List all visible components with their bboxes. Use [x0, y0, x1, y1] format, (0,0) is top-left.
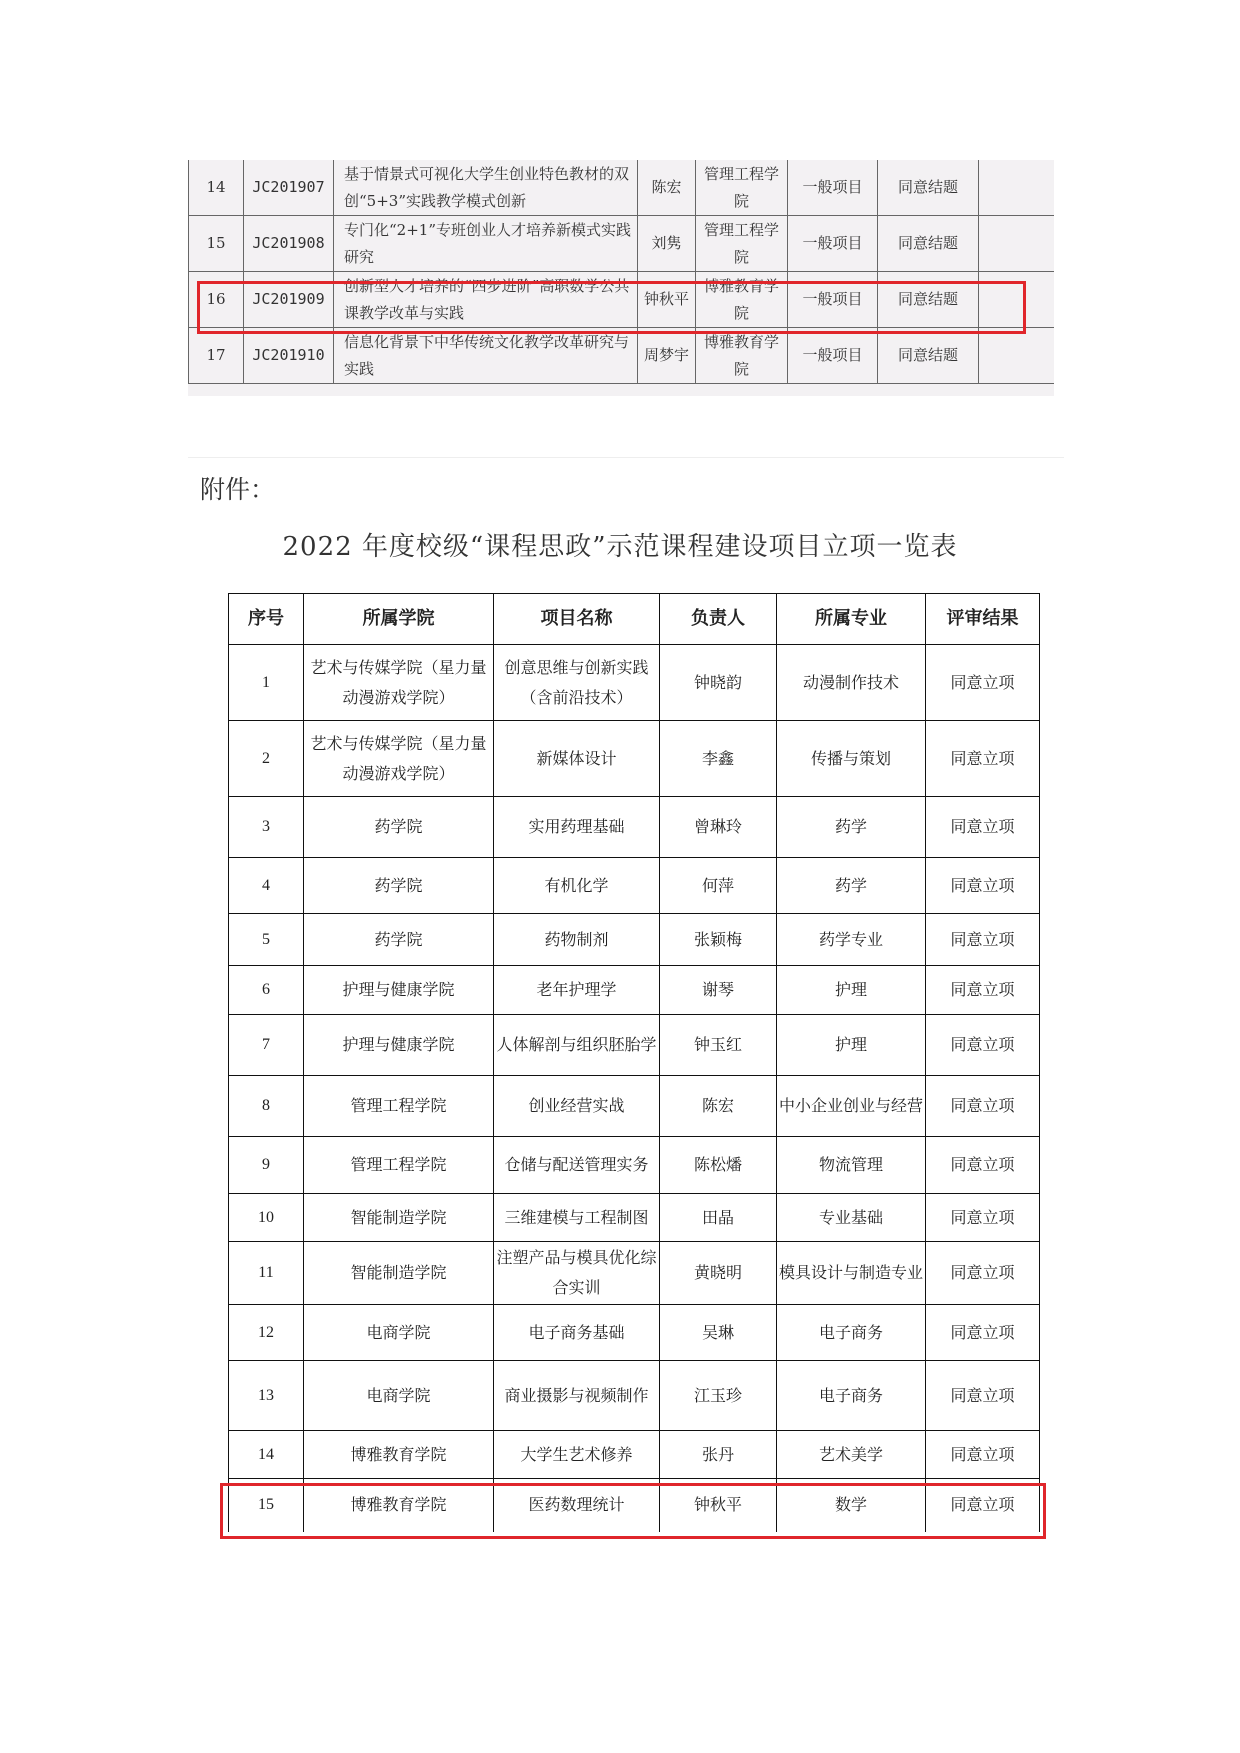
snippet-cell-result: 同意结题 — [878, 216, 979, 272]
snippet-cell-result: 同意结题 — [878, 328, 979, 384]
snippet-cell-leader: 钟秋平 — [638, 272, 696, 328]
cell-no: 6 — [229, 966, 304, 1015]
snippet-cell-blank — [979, 216, 1055, 272]
cell-project: 药物制剂 — [494, 914, 660, 966]
cell-major: 专业基础 — [777, 1194, 926, 1242]
cell-result: 同意立项 — [926, 1194, 1040, 1242]
cell-project: 老年护理学 — [494, 966, 660, 1015]
cell-leader: 陈松燔 — [660, 1137, 777, 1194]
cell-major: 数学 — [777, 1479, 926, 1532]
cell-leader: 吴琳 — [660, 1305, 777, 1361]
cell-no: 10 — [229, 1194, 304, 1242]
snippet-highlight-box — [197, 281, 1026, 334]
table-row — [229, 1194, 1040, 1242]
cell-college: 艺术与传媒学院（星力量动漫游戏学院） — [304, 645, 494, 721]
cell-project: 新媒体设计 — [494, 721, 660, 797]
scanned-table-snippet — [188, 160, 1054, 396]
cell-college: 药学院 — [304, 858, 494, 914]
table-row — [229, 1242, 1040, 1305]
cell-leader: 张颖梅 — [660, 914, 777, 966]
cell-project: 仓储与配送管理实务 — [494, 1137, 660, 1194]
cell-college: 艺术与传媒学院（星力量动漫游戏学院） — [304, 721, 494, 797]
cell-no: 8 — [229, 1076, 304, 1137]
snippet-cell-code: JC201908 — [244, 216, 334, 272]
table-row — [229, 797, 1040, 858]
table-row — [229, 1015, 1040, 1076]
cell-leader: 田晶 — [660, 1194, 777, 1242]
table-row — [229, 1076, 1040, 1137]
snippet-cell-no: 17 — [189, 328, 244, 384]
snippet-cell-code: JC201910 — [244, 328, 334, 384]
cell-college: 智能制造学院 — [304, 1242, 494, 1305]
cell-college: 电商学院 — [304, 1305, 494, 1361]
attachment-label: 附件： — [200, 475, 276, 504]
header-leader: 负责人 — [660, 594, 777, 645]
snippet-cell-name: 基于情景式可视化大学生创业特色教材的双创“5+3”实践教学模式创新 — [334, 160, 638, 216]
document-title: 2022 年度校级“课程思政”示范课程建设项目立项一览表 — [282, 532, 958, 562]
header-major: 所属专业 — [777, 594, 926, 645]
table-row — [229, 1137, 1040, 1194]
table-row — [229, 1431, 1040, 1479]
snippet-row — [189, 160, 1055, 216]
cell-leader: 李鑫 — [660, 721, 777, 797]
header-result: 评审结果 — [926, 594, 1040, 645]
cell-result: 同意立项 — [926, 914, 1040, 966]
cell-no: 11 — [229, 1242, 304, 1305]
cell-result: 同意立项 — [926, 721, 1040, 797]
table-row — [229, 914, 1040, 966]
cell-leader: 钟晓韵 — [660, 645, 777, 721]
cell-major: 电子商务 — [777, 1361, 926, 1431]
table-header-row — [229, 594, 1040, 645]
cell-college: 药学院 — [304, 914, 494, 966]
snippet-cell-name: 创新型人才培养的“四步进阶”高职数学公共课教学改革与实践 — [334, 272, 638, 328]
cell-no: 1 — [229, 645, 304, 721]
cell-major: 传播与策划 — [777, 721, 926, 797]
cell-no: 13 — [229, 1361, 304, 1431]
cell-leader: 钟玉红 — [660, 1015, 777, 1076]
cell-no: 4 — [229, 858, 304, 914]
snippet-row — [189, 328, 1055, 384]
cell-major: 护理 — [777, 966, 926, 1015]
table-row — [229, 721, 1040, 797]
cell-project: 人体解剖与组织胚胎学 — [494, 1015, 660, 1076]
cell-project: 注塑产品与模具优化综合实训 — [494, 1242, 660, 1305]
cell-no: 12 — [229, 1305, 304, 1361]
cell-project: 创意思维与创新实践（含前沿技术） — [494, 645, 660, 721]
cell-no: 7 — [229, 1015, 304, 1076]
snippet-cell-code: JC201909 — [244, 272, 334, 328]
cell-result: 同意立项 — [926, 858, 1040, 914]
cell-project: 有机化学 — [494, 858, 660, 914]
cell-major: 模具设计与制造专业 — [777, 1242, 926, 1305]
snippet-cell-no: 16 — [189, 272, 244, 328]
snippet-cell-dept: 博雅教育学院 — [696, 328, 788, 384]
snippet-cell-code: JC201907 — [244, 160, 334, 216]
cell-project: 电子商务基础 — [494, 1305, 660, 1361]
cell-no: 3 — [229, 797, 304, 858]
cell-leader: 陈宏 — [660, 1076, 777, 1137]
cell-project: 三维建模与工程制图 — [494, 1194, 660, 1242]
table-row — [229, 645, 1040, 721]
cell-result: 同意立项 — [926, 1361, 1040, 1431]
cell-no: 14 — [229, 1431, 304, 1479]
snippet-cell-name: 专门化“2+1”专班创业人才培养新模式实践研究 — [334, 216, 638, 272]
divider — [188, 457, 1064, 458]
cell-result: 同意立项 — [926, 797, 1040, 858]
snippet-cell-result: 同意结题 — [878, 272, 979, 328]
cell-project: 大学生艺术修养 — [494, 1431, 660, 1479]
snippet-cell-leader: 刘隽 — [638, 216, 696, 272]
cell-college: 博雅教育学院 — [304, 1431, 494, 1479]
snippet-cell-type: 一般项目 — [788, 160, 878, 216]
cell-college: 电商学院 — [304, 1361, 494, 1431]
cell-result: 同意立项 — [926, 1479, 1040, 1532]
cell-major: 中小企业创业与经营 — [777, 1076, 926, 1137]
cell-major: 物流管理 — [777, 1137, 926, 1194]
cell-project: 实用药理基础 — [494, 797, 660, 858]
cell-leader: 张丹 — [660, 1431, 777, 1479]
cell-result: 同意立项 — [926, 645, 1040, 721]
snippet-cell-name: 信息化背景下中华传统文化教学改革研究与实践 — [334, 328, 638, 384]
snippet-cell-dept: 管理工程学院 — [696, 216, 788, 272]
cell-college: 智能制造学院 — [304, 1194, 494, 1242]
snippet-cell-type: 一般项目 — [788, 328, 878, 384]
cell-major: 护理 — [777, 1015, 926, 1076]
snippet-cell-result: 同意结题 — [878, 160, 979, 216]
table-row — [229, 858, 1040, 914]
table-row — [229, 1361, 1040, 1431]
cell-project: 创业经营实战 — [494, 1076, 660, 1137]
cell-no: 5 — [229, 914, 304, 966]
cell-college: 管理工程学院 — [304, 1076, 494, 1137]
cell-major: 药学 — [777, 858, 926, 914]
cell-result: 同意立项 — [926, 1076, 1040, 1137]
cell-no: 9 — [229, 1137, 304, 1194]
snippet-cell-dept: 博雅教育学院 — [696, 272, 788, 328]
cell-leader: 钟秋平 — [660, 1479, 777, 1532]
cell-result: 同意立项 — [926, 1305, 1040, 1361]
snippet-cell-blank — [979, 160, 1055, 216]
snippet-cell-no: 14 — [189, 160, 244, 216]
header-project: 项目名称 — [494, 594, 660, 645]
main-highlight-box — [220, 1483, 1046, 1539]
cell-leader: 谢琴 — [660, 966, 777, 1015]
cell-result: 同意立项 — [926, 1431, 1040, 1479]
snippet-cell-blank — [979, 328, 1055, 384]
cell-result: 同意立项 — [926, 1242, 1040, 1305]
snippet-row — [189, 216, 1055, 272]
table-row — [229, 1305, 1040, 1361]
cell-project: 商业摄影与视频制作 — [494, 1361, 660, 1431]
cell-leader: 曾琳玲 — [660, 797, 777, 858]
cell-major: 艺术美学 — [777, 1431, 926, 1479]
cell-leader: 江玉珍 — [660, 1361, 777, 1431]
snippet-cell-type: 一般项目 — [788, 216, 878, 272]
cell-college: 管理工程学院 — [304, 1137, 494, 1194]
cell-result: 同意立项 — [926, 1015, 1040, 1076]
cell-college: 药学院 — [304, 797, 494, 858]
table-row — [229, 966, 1040, 1015]
cell-result: 同意立项 — [926, 966, 1040, 1015]
closure-table — [188, 160, 1054, 384]
project-list-table — [228, 593, 1040, 1532]
cell-college: 护理与健康学院 — [304, 966, 494, 1015]
header-no: 序号 — [229, 594, 304, 645]
header-college: 所属学院 — [304, 594, 494, 645]
snippet-cell-no: 15 — [189, 216, 244, 272]
snippet-cell-dept: 管理工程学院 — [696, 160, 788, 216]
snippet-cell-leader: 周梦宇 — [638, 328, 696, 384]
cell-leader: 何萍 — [660, 858, 777, 914]
cell-result: 同意立项 — [926, 1137, 1040, 1194]
cell-no: 15 — [229, 1479, 304, 1532]
cell-major: 药学 — [777, 797, 926, 858]
cell-college: 护理与健康学院 — [304, 1015, 494, 1076]
cell-leader: 黄晓明 — [660, 1242, 777, 1305]
cell-project: 医药数理统计 — [494, 1479, 660, 1532]
snippet-cell-leader: 陈宏 — [638, 160, 696, 216]
snippet-cell-type: 一般项目 — [788, 272, 878, 328]
cell-college: 博雅教育学院 — [304, 1479, 494, 1532]
cell-major: 药学专业 — [777, 914, 926, 966]
cell-major: 电子商务 — [777, 1305, 926, 1361]
cell-no: 2 — [229, 721, 304, 797]
cell-major: 动漫制作技术 — [777, 645, 926, 721]
